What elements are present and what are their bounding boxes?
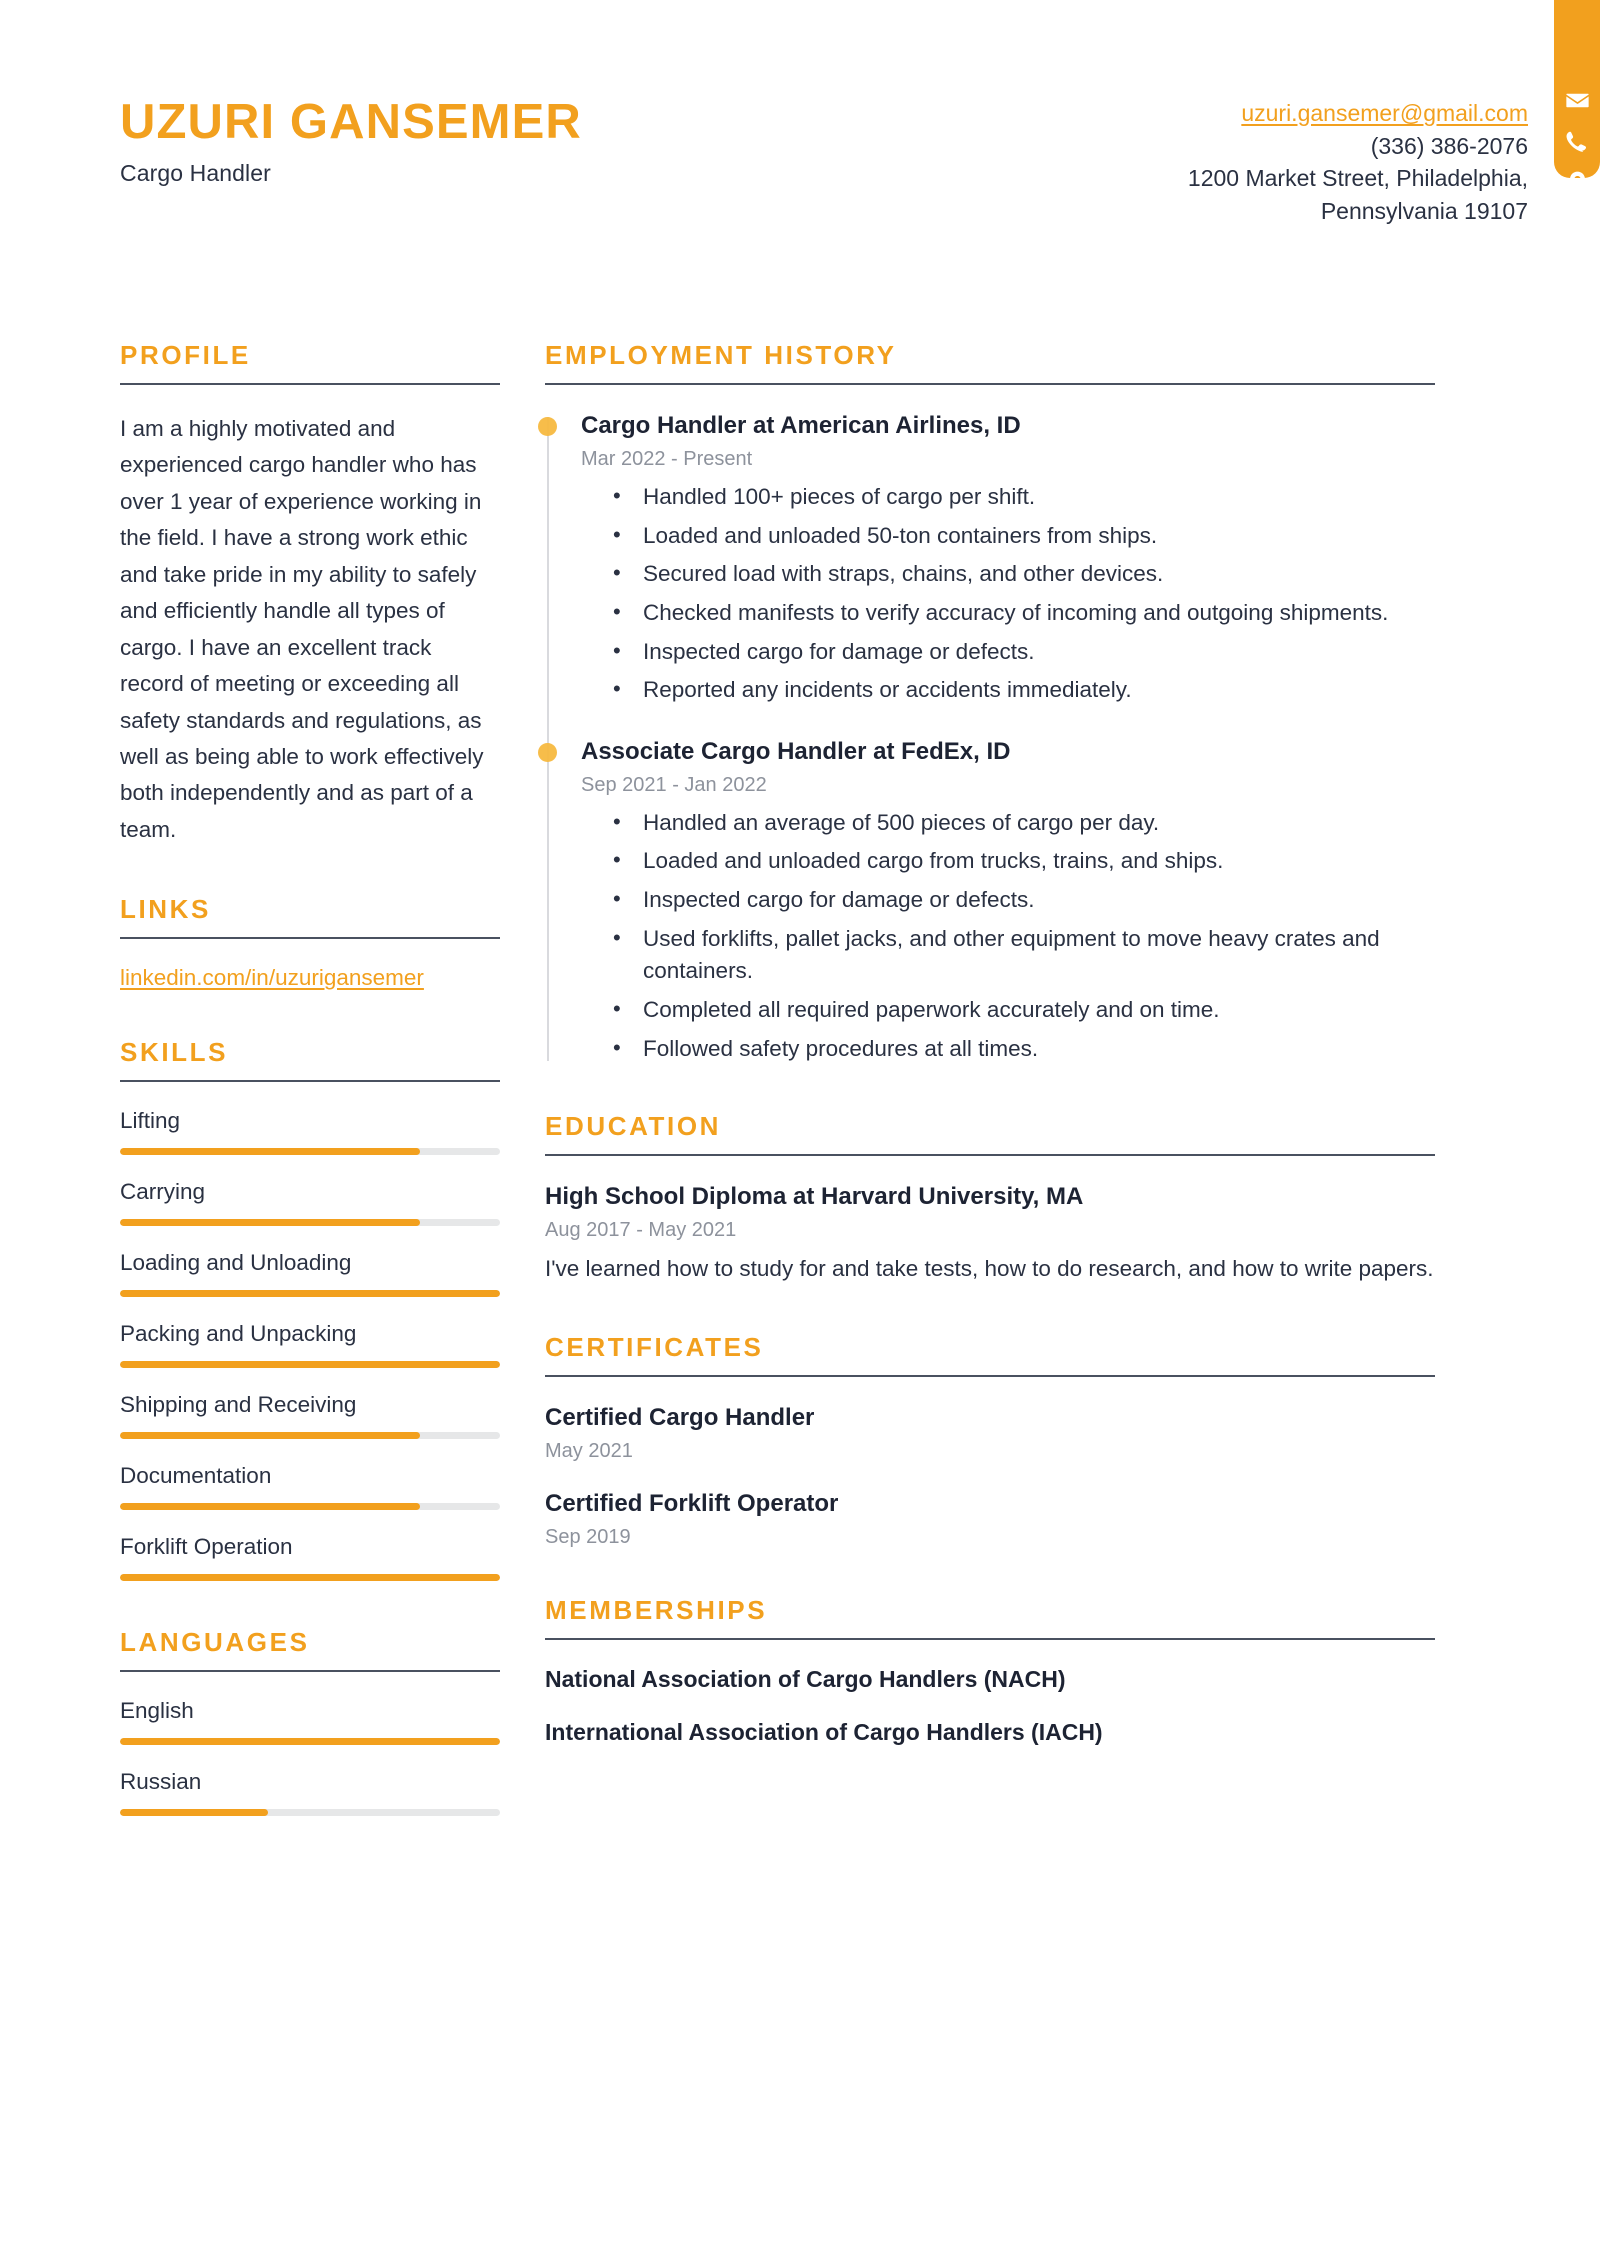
- timeline-dot-icon: [538, 743, 557, 762]
- skill-meter-track: [120, 1574, 500, 1581]
- skill-meter-track: [120, 1290, 500, 1297]
- skill-meter-track: [120, 1432, 500, 1439]
- bullet-item: • Handled an average of 500 pieces of cargo per day.: [613, 807, 1435, 840]
- section-title-education: EDUCATION: [545, 1111, 722, 1142]
- section-divider: [120, 1670, 500, 1672]
- skill-label: Carrying: [120, 1179, 206, 1205]
- skill-label: Documentation: [120, 1463, 272, 1489]
- section-title-employment: EMPLOYMENT HISTORY: [545, 340, 897, 370]
- skill-meter-fill: [120, 1503, 420, 1510]
- certificate-entry: [545, 1489, 1435, 1549]
- certificate-date: Sep 2019: [545, 1525, 631, 1548]
- language-label: Russian: [120, 1769, 202, 1795]
- bullet-item: • Secured load with straps, chains, and other devices.: [613, 558, 1435, 591]
- contact-icon-strip: [1554, 0, 1600, 178]
- page-title: UZURI GANSEMER: [120, 95, 582, 149]
- section-title-skills: SKILLS: [120, 1037, 229, 1068]
- job-title-subtitle: Cargo Handler: [120, 160, 271, 187]
- bullet-item: • Inspected cargo for damage or defects.: [613, 636, 1435, 669]
- section-divider: [545, 1638, 1435, 1640]
- identity-block: [120, 75, 582, 187]
- skill-item: [120, 1321, 500, 1368]
- languages-list: [120, 1698, 500, 1816]
- contact-phone: (336) 386-2076: [1370, 132, 1528, 159]
- skill-meter-fill: [120, 1148, 420, 1155]
- employment-date: Sep 2021 - Jan 2022: [581, 773, 767, 796]
- skill-label: Shipping and Receiving: [120, 1392, 357, 1418]
- language-meter-fill: [120, 1809, 268, 1816]
- skill-meter-fill: [120, 1361, 500, 1368]
- certificate-date: May 2021: [545, 1439, 633, 1462]
- location-pin-icon: [1565, 170, 1590, 195]
- section-divider: [545, 1154, 1435, 1156]
- employment-bullets: [581, 807, 1435, 1065]
- link-item-linkedin[interactable]: linkedin.com/in/uzurigansemer: [120, 965, 424, 991]
- employment-title: Associate Cargo Handler at FedEx, ID: [581, 737, 1011, 765]
- bullet-item: • Loaded and unloaded cargo from trucks, trains, and ships.: [613, 845, 1435, 878]
- language-item: [120, 1769, 500, 1816]
- section-education: [545, 1111, 1435, 1286]
- skill-meter-track: [120, 1219, 500, 1226]
- skill-item: [120, 1534, 500, 1581]
- bullet-item: • Handled 100+ pieces of cargo per shift.: [613, 481, 1435, 514]
- membership-item: International Association of Cargo Handlers (IACH): [545, 1718, 1103, 1745]
- skill-meter-fill: [120, 1574, 500, 1581]
- section-certificates: [545, 1332, 1435, 1549]
- resume-header: [0, 0, 1600, 290]
- skill-meter-fill: [120, 1432, 420, 1439]
- section-employment-history: [545, 340, 1435, 1065]
- certificate-title: Certified Forklift Operator: [545, 1489, 839, 1517]
- skill-label: Lifting: [120, 1108, 181, 1134]
- section-divider: [120, 1080, 500, 1082]
- skill-meter-track: [120, 1503, 500, 1510]
- language-label: English: [120, 1698, 194, 1724]
- education-title: High School Diploma at Harvard University, MA: [545, 1183, 1084, 1211]
- bullet-item: • Loaded and unloaded 50-ton containers from ships.: [613, 520, 1435, 553]
- skill-meter-track: [120, 1148, 500, 1155]
- section-languages: [120, 1627, 500, 1816]
- employment-bullets: [581, 481, 1435, 707]
- skill-meter-fill: [120, 1219, 420, 1226]
- section-divider: [120, 383, 500, 385]
- education-date: Aug 2017 - May 2021: [545, 1219, 737, 1242]
- contact-address-line1: 1200 Market Street, Philadelphia,: [1187, 165, 1528, 192]
- section-divider: [120, 937, 500, 939]
- timeline-dot-icon: [538, 417, 557, 436]
- education-entry: [545, 1182, 1435, 1286]
- left-column: [120, 340, 545, 1862]
- skill-item: [120, 1250, 500, 1297]
- section-profile: [120, 340, 500, 848]
- skill-meter-fill: [120, 1290, 500, 1297]
- contact-address-line2: Pennsylvania 19107: [1320, 197, 1528, 224]
- section-title-languages: LANGUAGES: [120, 1627, 310, 1658]
- bullet-item: • Inspected cargo for damage or defects.: [613, 884, 1435, 917]
- section-title-links: LINKS: [120, 894, 211, 925]
- skill-item: [120, 1108, 500, 1155]
- resume-body: [0, 290, 1600, 1862]
- profile-text: I am a highly motivated and experienced cargo handler who has over 1 year of experience working in the field. I have a strong work ethic and take pride in my ability to safely and efficiently handle all types of cargo. I have an excellent track record of meeting or exceeding all safety standards and regulations, as well as being able to work effectively both independently and as part of a team.: [120, 416, 484, 842]
- employment-date: Mar 2022 - Present: [581, 448, 753, 470]
- membership-item: National Association of Cargo Handlers (NACH): [545, 1665, 1066, 1692]
- certificate-title: Certified Cargo Handler: [545, 1403, 815, 1431]
- section-divider: [545, 383, 1435, 385]
- bullet-item: • Followed safety procedures at all times.: [613, 1033, 1435, 1066]
- envelope-icon: [1565, 88, 1590, 113]
- employment-entry: [581, 411, 1435, 707]
- right-column: [545, 340, 1435, 1862]
- bullet-item: • Reported any incidents or accidents immediately.: [613, 674, 1435, 707]
- section-memberships: [545, 1595, 1435, 1746]
- language-meter-fill: [120, 1738, 500, 1745]
- contact-email-link[interactable]: uzuri.gansemer@gmail.com: [1241, 100, 1528, 126]
- contact-details: [1188, 75, 1554, 228]
- skill-label: Packing and Unpacking: [120, 1321, 357, 1347]
- skills-list: [120, 1108, 500, 1581]
- section-skills: [120, 1037, 500, 1581]
- language-meter-track: [120, 1809, 500, 1816]
- section-title-profile: PROFILE: [120, 340, 251, 370]
- skill-label: Loading and Unloading: [120, 1250, 352, 1276]
- bullet-item: • Checked manifests to verify accuracy of incoming and outgoing shipments.: [613, 597, 1435, 630]
- employment-entry: [581, 737, 1435, 1065]
- skill-meter-track: [120, 1361, 500, 1368]
- section-divider: [545, 1375, 1435, 1377]
- language-meter-track: [120, 1738, 500, 1745]
- skill-item: [120, 1179, 500, 1226]
- section-links: [120, 894, 500, 991]
- certificate-entry: [545, 1403, 1435, 1463]
- skill-item: [120, 1463, 500, 1510]
- section-title-memberships: MEMBERSHIPS: [545, 1594, 768, 1625]
- bullet-item: • Completed all required paperwork accurately and on time.: [613, 994, 1435, 1027]
- contact-wrap: [1188, 75, 1600, 228]
- skill-label: Forklift Operation: [120, 1534, 293, 1560]
- bullet-item: • Used forklifts, pallet jacks, and other equipment to move heavy crates and containers.: [613, 923, 1435, 988]
- section-title-certificates: CERTIFICATES: [545, 1331, 764, 1362]
- language-item: [120, 1698, 500, 1745]
- employment-title: Cargo Handler at American Airlines, ID: [581, 412, 1021, 439]
- employment-timeline: [545, 411, 1435, 1065]
- education-description: I've learned how to study for and take tests, how to do research, and how to write papers.: [545, 1256, 1434, 1282]
- phone-icon: [1565, 129, 1590, 154]
- skill-item: [120, 1392, 500, 1439]
